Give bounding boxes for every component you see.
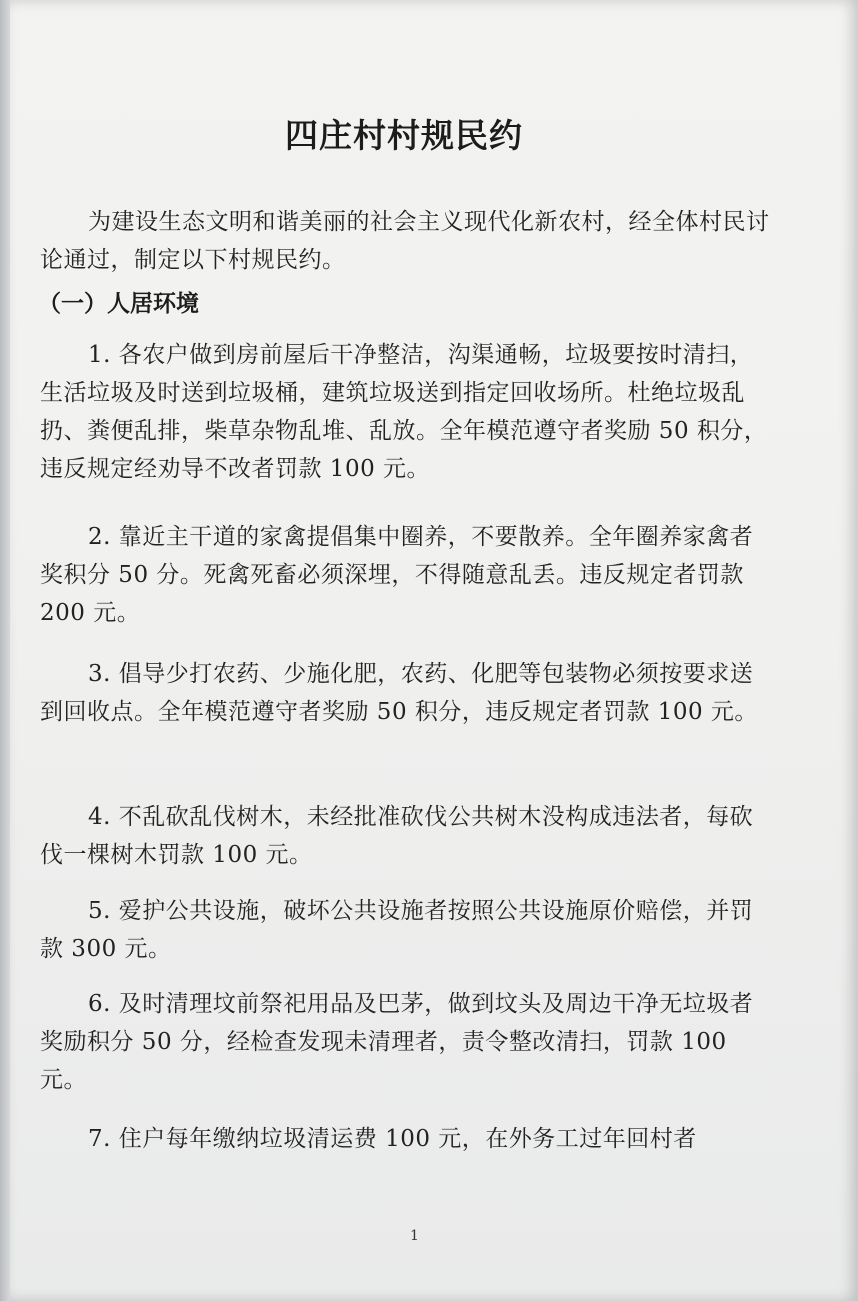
document-page xyxy=(10,0,858,1301)
clause-7: 7. 住户每年缴纳垃圾清运费 100 元，在外务工过年回村者 xyxy=(88,1126,697,1152)
document-title: 四庄村村规民约 xyxy=(285,116,523,155)
clause-5: 5. 爱护公共设施，破坏公共设施者按照公共设施原价赔偿，并罚款 300 元。 xyxy=(40,898,754,962)
clause-2: 2. 靠近主干道的家禽提倡集中圈养，不要散养。全年圈养家禽者奖积分 50 分。死禽死畜必须深埋，不得随意乱丢。违反规定者罚款 200 元。 xyxy=(40,524,754,626)
clause-4: 4. 不乱砍乱伐树木，未经批准砍伐公共树木没构成违法者，每砍伐一棵树木罚款 100 元。 xyxy=(40,804,754,868)
intro-paragraph: 为建设生态文明和谐美丽的社会主义现代化新农村，经全体村民讨论通过，制定以下村规民约。 xyxy=(40,209,770,273)
clause-1: 1. 各农户做到房前屋后干净整洁，沟渠通畅，垃圾要按时清扫，生活垃圾及时送到垃圾桶，建筑垃圾送到指定回收场所。杜绝垃圾乱扔、粪便乱排，柴草杂物乱堆、乱放。全年模范遵守者奖励 50 积分，违反规定经劝导不改者罚款 100 元。 xyxy=(40,342,768,482)
section-heading: （一）人居环境 xyxy=(38,290,199,317)
page-edge xyxy=(0,0,10,1301)
page-number: 1 xyxy=(410,1228,419,1244)
clause-6: 6. 及时清理坟前祭祀用品及巴茅，做到坟头及周边干净无垃圾者奖励积分 50 分，经检查发现未清理者，责令整改清扫，罚款 100 元。 xyxy=(40,991,754,1093)
clause-3: 3. 倡导少打农药、少施化肥，农药、化肥等包装物必须按要求送到回收点。全年模范遵守者奖励 50 积分，违反规定者罚款 100 元。 xyxy=(40,661,758,725)
